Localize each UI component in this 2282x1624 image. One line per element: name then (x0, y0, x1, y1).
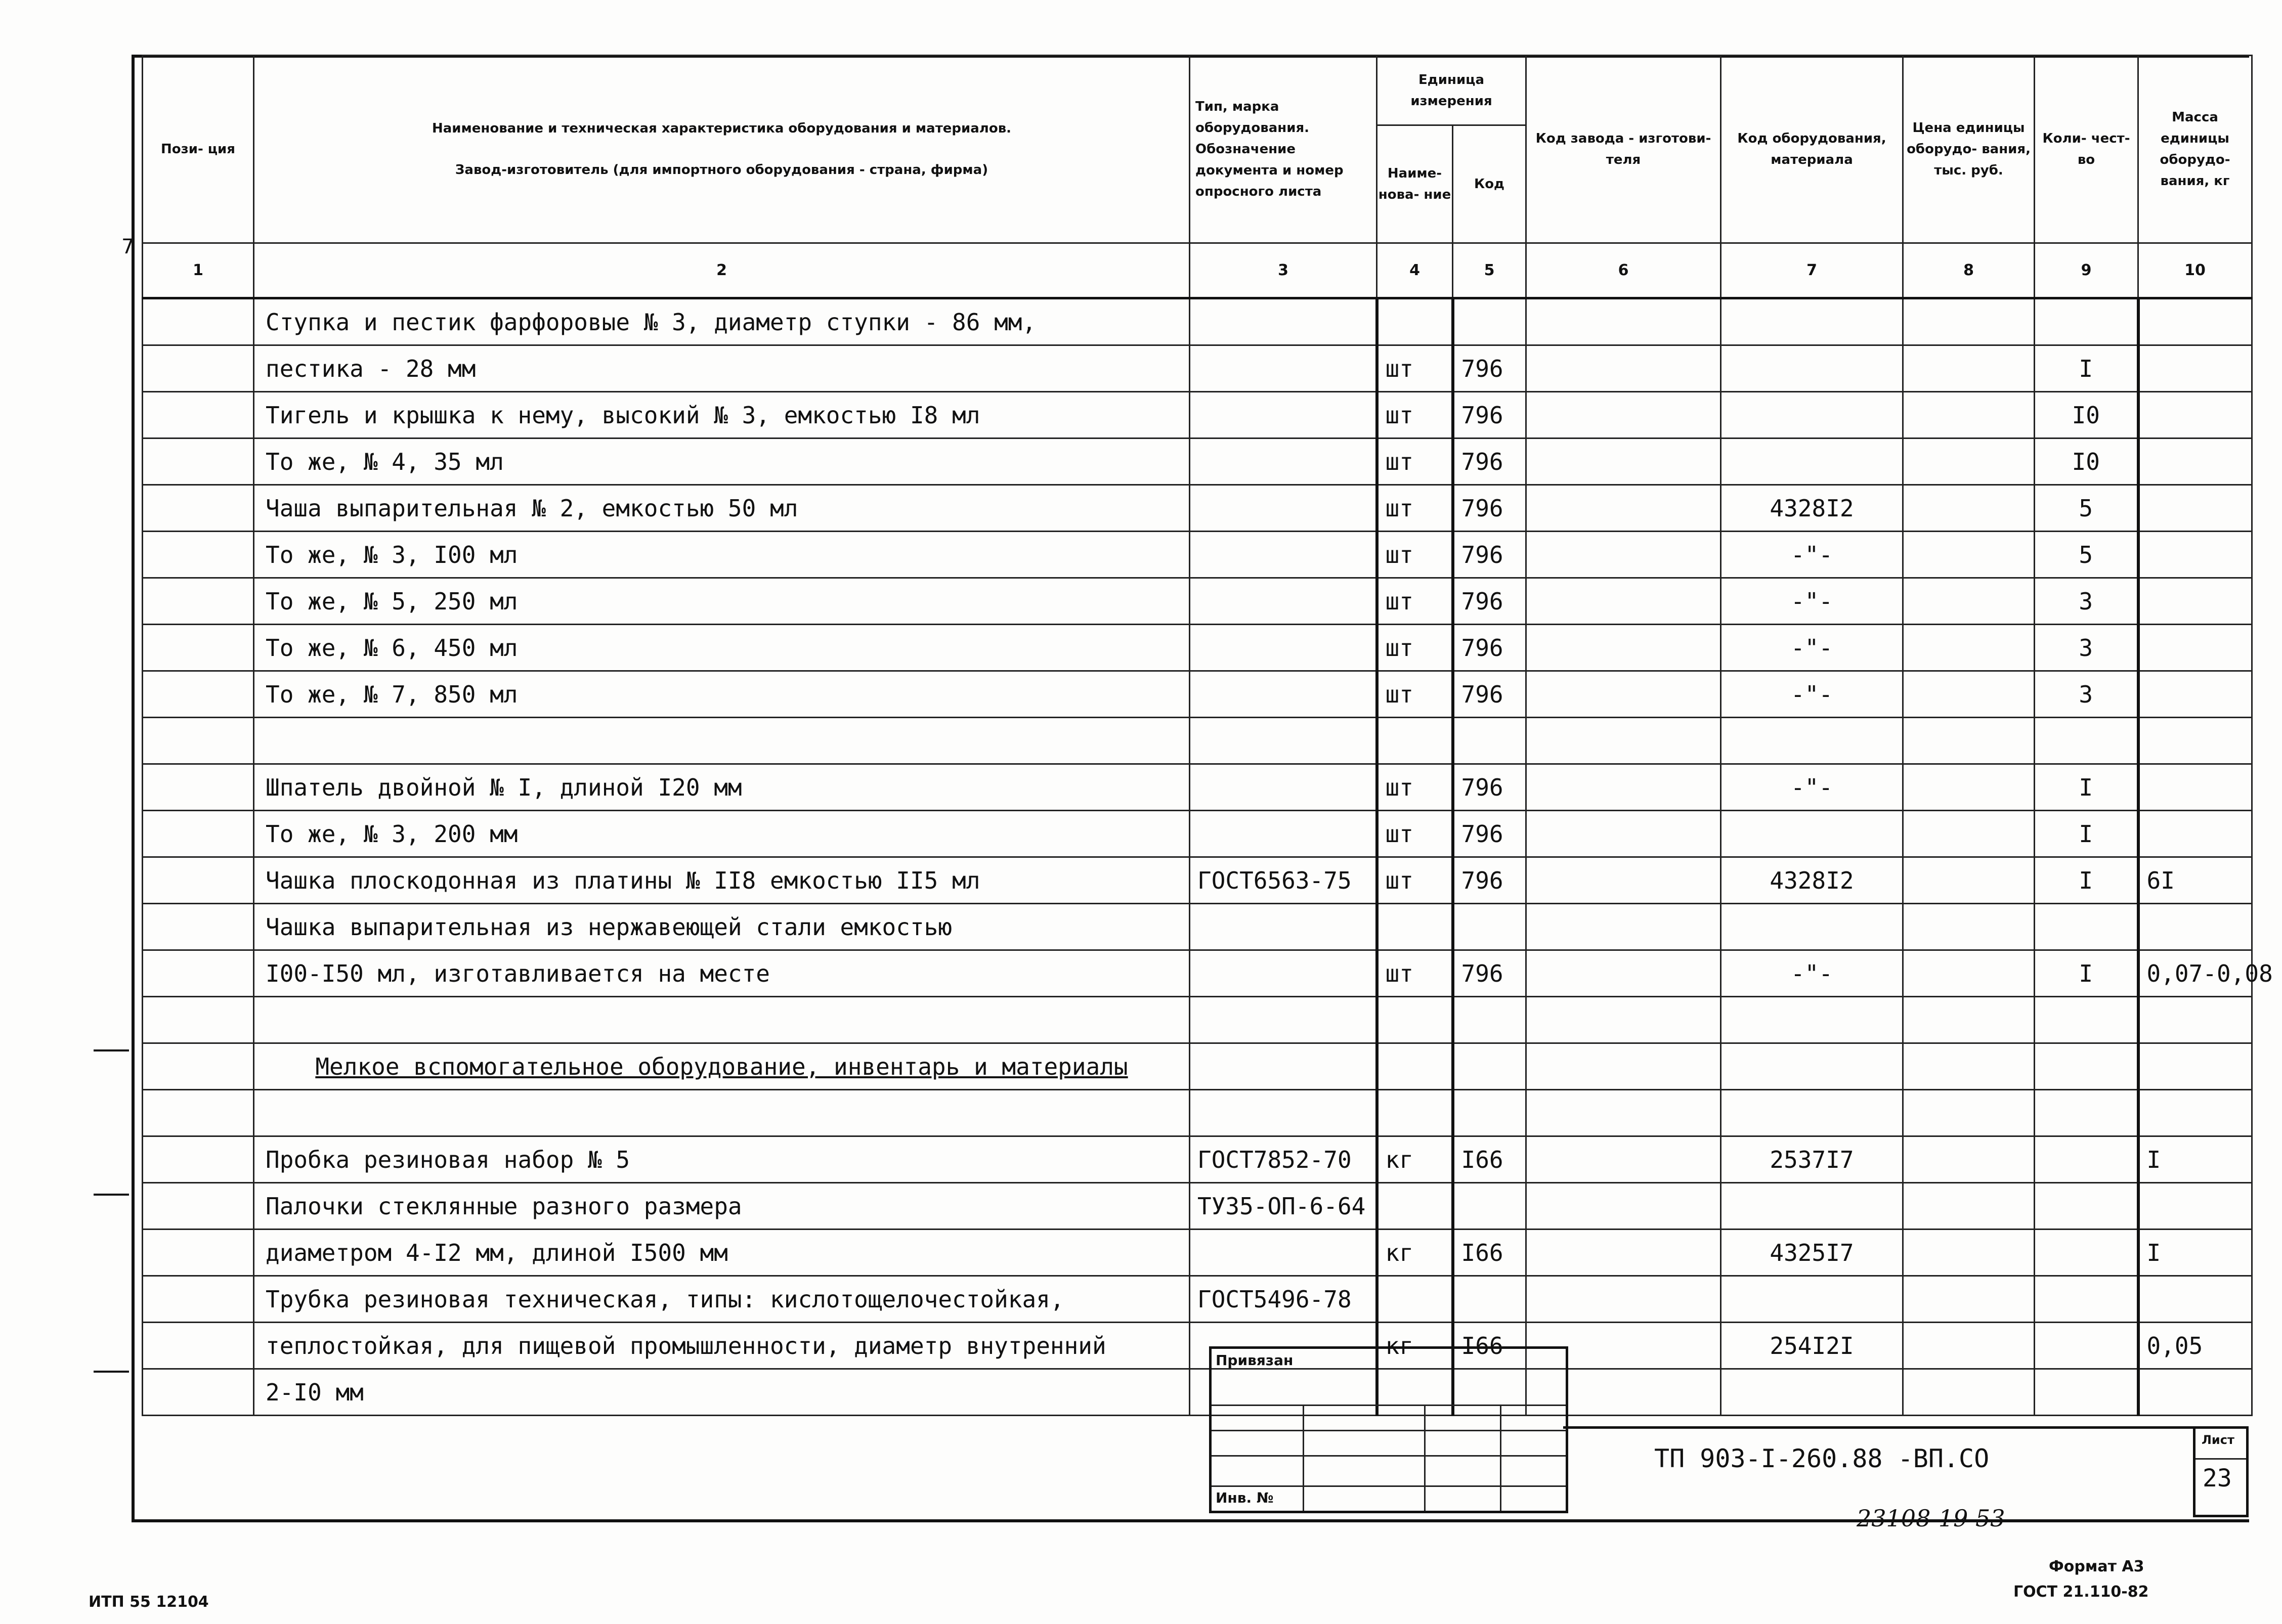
table-row (143, 671, 2252, 718)
item-unit-code (1453, 298, 1526, 345)
item-type (1190, 811, 1377, 857)
header-unit-name: Наиме- нова- ние (1377, 125, 1453, 243)
item-price (1903, 1230, 2035, 1276)
item-quantity (2035, 1043, 2138, 1090)
item-code: -"- (1721, 950, 1903, 997)
item-quantity: I (2035, 950, 2138, 997)
table-row (143, 1043, 2252, 1090)
item-price (1903, 997, 2035, 1043)
item-type (1190, 578, 1377, 625)
table-row (143, 485, 2252, 532)
inventory-code: 23108-19 53 (1857, 1505, 2005, 1532)
item-code (1721, 438, 1903, 485)
format-label: Формат А3 (2049, 1558, 2144, 1575)
item-code (1721, 1043, 1903, 1090)
table-row (143, 1369, 2252, 1416)
item-price (1903, 857, 2035, 904)
table-row (143, 1276, 2252, 1323)
item-mass: 6I (2138, 857, 2252, 904)
document-code: ТП 903-I-260.88 -ВП.СО (1654, 1444, 1990, 1473)
item-mass (2138, 1276, 2252, 1323)
column-number: 1 (143, 243, 254, 298)
item-code: -"- (1721, 764, 1903, 811)
item-code: -"- (1721, 625, 1903, 671)
position-cell (143, 764, 254, 811)
position-cell (143, 345, 254, 392)
item-name: 2-I0 мм (254, 1369, 1190, 1416)
table-row (143, 1183, 2252, 1230)
table-row (143, 392, 2252, 438)
column-number: 4 (1377, 243, 1453, 298)
item-unit-code: I66 (1453, 1323, 1526, 1369)
column-number: 6 (1526, 243, 1721, 298)
item-price (1903, 764, 2035, 811)
item-type (1190, 392, 1377, 438)
item-mass (2138, 1369, 2252, 1416)
item-mass: 0,05 (2138, 1323, 2252, 1369)
item-type (1190, 671, 1377, 718)
item-unit-code (1453, 1276, 1526, 1323)
item-name: Ступка и пестик фарфоровые № 3, диаметр ступки - 86 мм, (254, 298, 1190, 345)
item-factory-code (1526, 1183, 1721, 1230)
item-name (254, 1090, 1190, 1136)
item-price (1903, 1276, 2035, 1323)
item-price (1903, 950, 2035, 997)
item-factory-code (1526, 671, 1721, 718)
item-price (1903, 392, 2035, 438)
item-unit: шт (1377, 485, 1453, 532)
header-quantity: Коли- чест- во (2035, 56, 2138, 243)
item-factory-code (1526, 485, 1721, 532)
header-unit-group: Единица измерения (1377, 56, 1526, 125)
column-number: 2 (254, 243, 1190, 298)
item-name: I00-I50 мл, изготавливается на месте (254, 950, 1190, 997)
table-row (143, 345, 2252, 392)
position-cell (143, 438, 254, 485)
item-unit-code: 796 (1453, 764, 1526, 811)
item-name: диаметром 4-I2 мм, длиной I500 мм (254, 1230, 1190, 1276)
position-cell (143, 625, 254, 671)
item-quantity: I0 (2035, 438, 2138, 485)
table-row (143, 904, 2252, 950)
item-mass (2138, 1090, 2252, 1136)
position-cell (143, 392, 254, 438)
item-unit-code: 796 (1453, 578, 1526, 625)
item-unit: шт (1377, 438, 1453, 485)
binding-stamp (1209, 1346, 1568, 1513)
item-mass (2138, 718, 2252, 764)
item-unit: шт (1377, 950, 1453, 997)
item-unit: шт (1377, 625, 1453, 671)
item-code: 4328I2 (1721, 857, 1903, 904)
item-factory-code (1526, 718, 1721, 764)
item-quantity: 3 (2035, 671, 2138, 718)
item-unit-code (1453, 718, 1526, 764)
item-unit-code (1453, 997, 1526, 1043)
item-code (1721, 345, 1903, 392)
item-price (1903, 671, 2035, 718)
item-code: 254I2I (1721, 1323, 1903, 1369)
item-unit-code: 796 (1453, 485, 1526, 532)
item-price (1903, 1369, 2035, 1416)
item-name: То же, № 3, 200 мм (254, 811, 1190, 857)
item-mass: I (2138, 1230, 2252, 1276)
item-quantity (2035, 1090, 2138, 1136)
item-unit (1377, 904, 1453, 950)
table-row (143, 578, 2252, 625)
item-mass (2138, 1043, 2252, 1090)
item-price (1903, 1323, 2035, 1369)
table-row (143, 811, 2252, 857)
item-type (1190, 485, 1377, 532)
item-name: Шпатель двойной № I, длиной I20 мм (254, 764, 1190, 811)
item-unit-code: 796 (1453, 950, 1526, 997)
item-unit-code: I66 (1453, 1230, 1526, 1276)
item-unit-code: 796 (1453, 811, 1526, 857)
item-type (1190, 625, 1377, 671)
item-factory-code (1526, 438, 1721, 485)
header-price: Цена единицы оборудо- вания, тыс. руб. (1903, 56, 2035, 243)
item-price (1903, 532, 2035, 578)
item-factory-code (1526, 997, 1721, 1043)
item-factory-code (1526, 1090, 1721, 1136)
table-row (143, 1230, 2252, 1276)
item-unit: шт (1377, 671, 1453, 718)
item-unit: шт (1377, 392, 1453, 438)
item-mass (2138, 532, 2252, 578)
itp-label: ИТП 55 12104 (89, 1593, 209, 1611)
item-code: -"- (1721, 671, 1903, 718)
item-name: Тигель и крышка к нему, высокий № 3, емкостью I8 мл (254, 392, 1190, 438)
item-type (1190, 1230, 1377, 1276)
item-factory-code (1526, 764, 1721, 811)
item-price (1903, 298, 2035, 345)
item-code: 2537I7 (1721, 1136, 1903, 1183)
position-cell (143, 1230, 254, 1276)
position-cell (143, 950, 254, 997)
header-type: Тип, марка оборудования. Обозначение документа и номер опросного листа (1190, 56, 1377, 243)
table-row (143, 997, 2252, 1043)
table-row (143, 298, 2252, 345)
position-cell (143, 578, 254, 625)
item-quantity (2035, 1136, 2138, 1183)
column-number: 7 (1721, 243, 1903, 298)
item-price (1903, 1090, 2035, 1136)
header-name-line2: Завод-изготовитель (для импортного оборудования - страна, фирма) (455, 162, 988, 178)
item-price (1903, 1136, 2035, 1183)
item-unit (1377, 298, 1453, 345)
position-cell (143, 1043, 254, 1090)
position-cell (143, 718, 254, 764)
item-name: Мелкое вспомогательное оборудование, инвентарь и материалы (254, 1043, 1190, 1090)
item-factory-code (1526, 392, 1721, 438)
item-quantity (2035, 1369, 2138, 1416)
item-unit: шт (1377, 764, 1453, 811)
item-code (1721, 392, 1903, 438)
item-unit (1377, 1183, 1453, 1230)
item-type (1190, 532, 1377, 578)
item-factory-code (1526, 345, 1721, 392)
item-factory-code (1526, 857, 1721, 904)
margin-tick (94, 1194, 129, 1196)
item-code (1721, 811, 1903, 857)
item-mass (2138, 625, 2252, 671)
stamp-inv-label: Инв. № (1216, 1489, 1274, 1506)
item-factory-code (1526, 578, 1721, 625)
item-unit-code (1453, 1090, 1526, 1136)
margin-tick (94, 1371, 129, 1373)
item-mass: I (2138, 1136, 2252, 1183)
item-code: 4325I7 (1721, 1230, 1903, 1276)
margin-tick (94, 1049, 129, 1051)
header-factory-code: Код завода - изготови- теля (1526, 56, 1721, 243)
position-cell (143, 1323, 254, 1369)
item-name: То же, № 6, 450 мл (254, 625, 1190, 671)
item-name: пестика - 28 мм (254, 345, 1190, 392)
item-name: Трубка резиновая техническая, типы: кислотощелочестойкая, (254, 1276, 1190, 1323)
gost-label: ГОСТ 21.110-82 (2013, 1583, 2149, 1601)
position-cell (143, 811, 254, 857)
item-price (1903, 485, 2035, 532)
column-number: 8 (1903, 243, 2035, 298)
item-type: ГОСТ7852-70 (1190, 1136, 1377, 1183)
position-cell (143, 857, 254, 904)
item-name: То же, № 7, 850 мл (254, 671, 1190, 718)
item-unit: шт (1377, 857, 1453, 904)
item-factory-code (1526, 811, 1721, 857)
table-row (143, 764, 2252, 811)
item-name: Чашка выпарительная из нержавеющей стали емкостью (254, 904, 1190, 950)
item-code (1721, 1369, 1903, 1416)
item-price (1903, 1043, 2035, 1090)
item-unit-code (1453, 1183, 1526, 1230)
item-type (1190, 298, 1377, 345)
item-quantity (2035, 1183, 2138, 1230)
table-row (143, 625, 2252, 671)
item-mass (2138, 997, 2252, 1043)
item-quantity (2035, 1276, 2138, 1323)
stamp-bound-label: Привязан (1216, 1352, 1294, 1369)
table-row (143, 857, 2252, 904)
table-row (143, 718, 2252, 764)
item-unit-code: 796 (1453, 438, 1526, 485)
item-unit (1377, 1276, 1453, 1323)
item-factory-code (1526, 1136, 1721, 1183)
item-mass (2138, 438, 2252, 485)
item-mass (2138, 904, 2252, 950)
table-row (143, 438, 2252, 485)
item-factory-code (1526, 904, 1721, 950)
item-mass (2138, 1183, 2252, 1230)
item-unit-code: 796 (1453, 345, 1526, 392)
item-type: ТУ35-ОП-6-64 (1190, 1183, 1377, 1230)
item-mass (2138, 345, 2252, 392)
title-block (1563, 1426, 2193, 1515)
item-quantity: I (2035, 811, 2138, 857)
header-equipment-code: Код оборудования, материала (1721, 56, 1903, 243)
sheet-label: Лист (2202, 1433, 2234, 1447)
item-unit: шт (1377, 578, 1453, 625)
item-price (1903, 438, 2035, 485)
item-price (1903, 1183, 2035, 1230)
item-unit (1377, 1090, 1453, 1136)
item-factory-code (1526, 950, 1721, 997)
item-name: То же, № 3, I00 мл (254, 532, 1190, 578)
item-code (1721, 1276, 1903, 1323)
item-quantity (2035, 997, 2138, 1043)
item-name: То же, № 4, 35 мл (254, 438, 1190, 485)
item-quantity (2035, 298, 2138, 345)
item-price (1903, 578, 2035, 625)
position-cell (143, 532, 254, 578)
position-cell (143, 671, 254, 718)
item-factory-code (1526, 298, 1721, 345)
position-cell (143, 1276, 254, 1323)
item-type (1190, 345, 1377, 392)
item-unit-code: 796 (1453, 671, 1526, 718)
item-code (1721, 904, 1903, 950)
item-factory-code (1526, 625, 1721, 671)
item-quantity (2035, 1323, 2138, 1369)
item-code (1721, 298, 1903, 345)
position-cell (143, 904, 254, 950)
header-unit-code: Код (1453, 125, 1526, 243)
column-number: 5 (1453, 243, 1526, 298)
item-mass: 0,07-0,08 (2138, 950, 2252, 997)
item-code: 4328I2 (1721, 485, 1903, 532)
header-name (254, 56, 1190, 243)
item-unit: кг (1377, 1136, 1453, 1183)
position-cell (143, 485, 254, 532)
item-price (1903, 811, 2035, 857)
column-number: 10 (2138, 243, 2252, 298)
item-type (1190, 764, 1377, 811)
item-quantity: I (2035, 345, 2138, 392)
item-type: ГОСТ5496-78 (1190, 1276, 1377, 1323)
item-factory-code (1526, 1276, 1721, 1323)
item-type (1190, 1043, 1377, 1090)
item-factory-code (1526, 532, 1721, 578)
item-factory-code (1526, 1230, 1721, 1276)
item-code (1721, 997, 1903, 1043)
specification-table (142, 55, 2273, 1416)
item-name: То же, № 5, 250 мл (254, 578, 1190, 625)
position-cell (143, 298, 254, 345)
position-cell (143, 1090, 254, 1136)
item-quantity: I0 (2035, 392, 2138, 438)
sheet-box (2193, 1426, 2249, 1517)
item-type: ГОСТ6563-75 (1190, 857, 1377, 904)
sheet-number: 23 (2203, 1464, 2232, 1493)
table-row (143, 1090, 2252, 1136)
table-row (143, 1323, 2252, 1369)
item-unit: шт (1377, 345, 1453, 392)
item-mass (2138, 485, 2252, 532)
margin-mark: 7 (121, 235, 135, 258)
item-unit: кг (1377, 1230, 1453, 1276)
item-unit: шт (1377, 532, 1453, 578)
table-row (143, 950, 2252, 997)
table-row (143, 1136, 2252, 1183)
item-mass (2138, 578, 2252, 625)
item-type (1190, 718, 1377, 764)
column-number: 9 (2035, 243, 2138, 298)
header-mass: Масса единицы оборудо- вания, кг (2138, 56, 2252, 243)
item-unit-code: 796 (1453, 625, 1526, 671)
item-quantity: I (2035, 857, 2138, 904)
item-type (1190, 997, 1377, 1043)
item-price (1903, 718, 2035, 764)
item-name (254, 997, 1190, 1043)
item-mass (2138, 811, 2252, 857)
item-name: Чашка плоскодонная из платины № II8 емкостью II5 мл (254, 857, 1190, 904)
item-quantity: 3 (2035, 578, 2138, 625)
item-type (1190, 1090, 1377, 1136)
position-cell (143, 1136, 254, 1183)
item-mass (2138, 392, 2252, 438)
item-price (1903, 625, 2035, 671)
item-unit (1377, 1043, 1453, 1090)
item-quantity (2035, 718, 2138, 764)
item-quantity: 3 (2035, 625, 2138, 671)
header-name-line1: Наименование и техническая характеристика оборудования и материалов. (432, 121, 1012, 136)
item-unit (1377, 997, 1453, 1043)
item-unit: шт (1377, 811, 1453, 857)
item-unit-code: 796 (1453, 392, 1526, 438)
item-type (1190, 904, 1377, 950)
item-quantity (2035, 904, 2138, 950)
position-cell (143, 997, 254, 1043)
item-quantity: I (2035, 764, 2138, 811)
item-factory-code (1526, 1043, 1721, 1090)
item-name: теплостойкая, для пищевой промышленности, диаметр внутренний (254, 1323, 1190, 1369)
item-code (1721, 1183, 1903, 1230)
item-unit-code: 796 (1453, 857, 1526, 904)
item-unit-code: I66 (1453, 1136, 1526, 1183)
item-price (1903, 904, 2035, 950)
item-name (254, 718, 1190, 764)
item-type (1190, 438, 1377, 485)
item-mass (2138, 671, 2252, 718)
item-mass (2138, 764, 2252, 811)
item-code: -"- (1721, 578, 1903, 625)
item-unit-code (1453, 1043, 1526, 1090)
item-quantity (2035, 1230, 2138, 1276)
table-row (143, 532, 2252, 578)
header-position: Пози- ция (143, 56, 254, 243)
item-name: Палочки стеклянные разного размера (254, 1183, 1190, 1230)
item-unit: кг (1377, 1323, 1453, 1369)
item-price (1903, 345, 2035, 392)
item-quantity: 5 (2035, 485, 2138, 532)
position-cell (143, 1183, 254, 1230)
item-unit (1377, 718, 1453, 764)
item-quantity: 5 (2035, 532, 2138, 578)
item-name: Пробка резиновая набор № 5 (254, 1136, 1190, 1183)
column-number: 3 (1190, 243, 1377, 298)
item-name: Чаша выпарительная № 2, емкостью 50 мл (254, 485, 1190, 532)
item-mass (2138, 298, 2252, 345)
item-code (1721, 718, 1903, 764)
item-code (1721, 1090, 1903, 1136)
item-code: -"- (1721, 532, 1903, 578)
item-unit-code (1453, 904, 1526, 950)
position-cell (143, 1369, 254, 1416)
item-unit-code: 796 (1453, 532, 1526, 578)
item-type (1190, 950, 1377, 997)
specification-body (143, 298, 2273, 1416)
